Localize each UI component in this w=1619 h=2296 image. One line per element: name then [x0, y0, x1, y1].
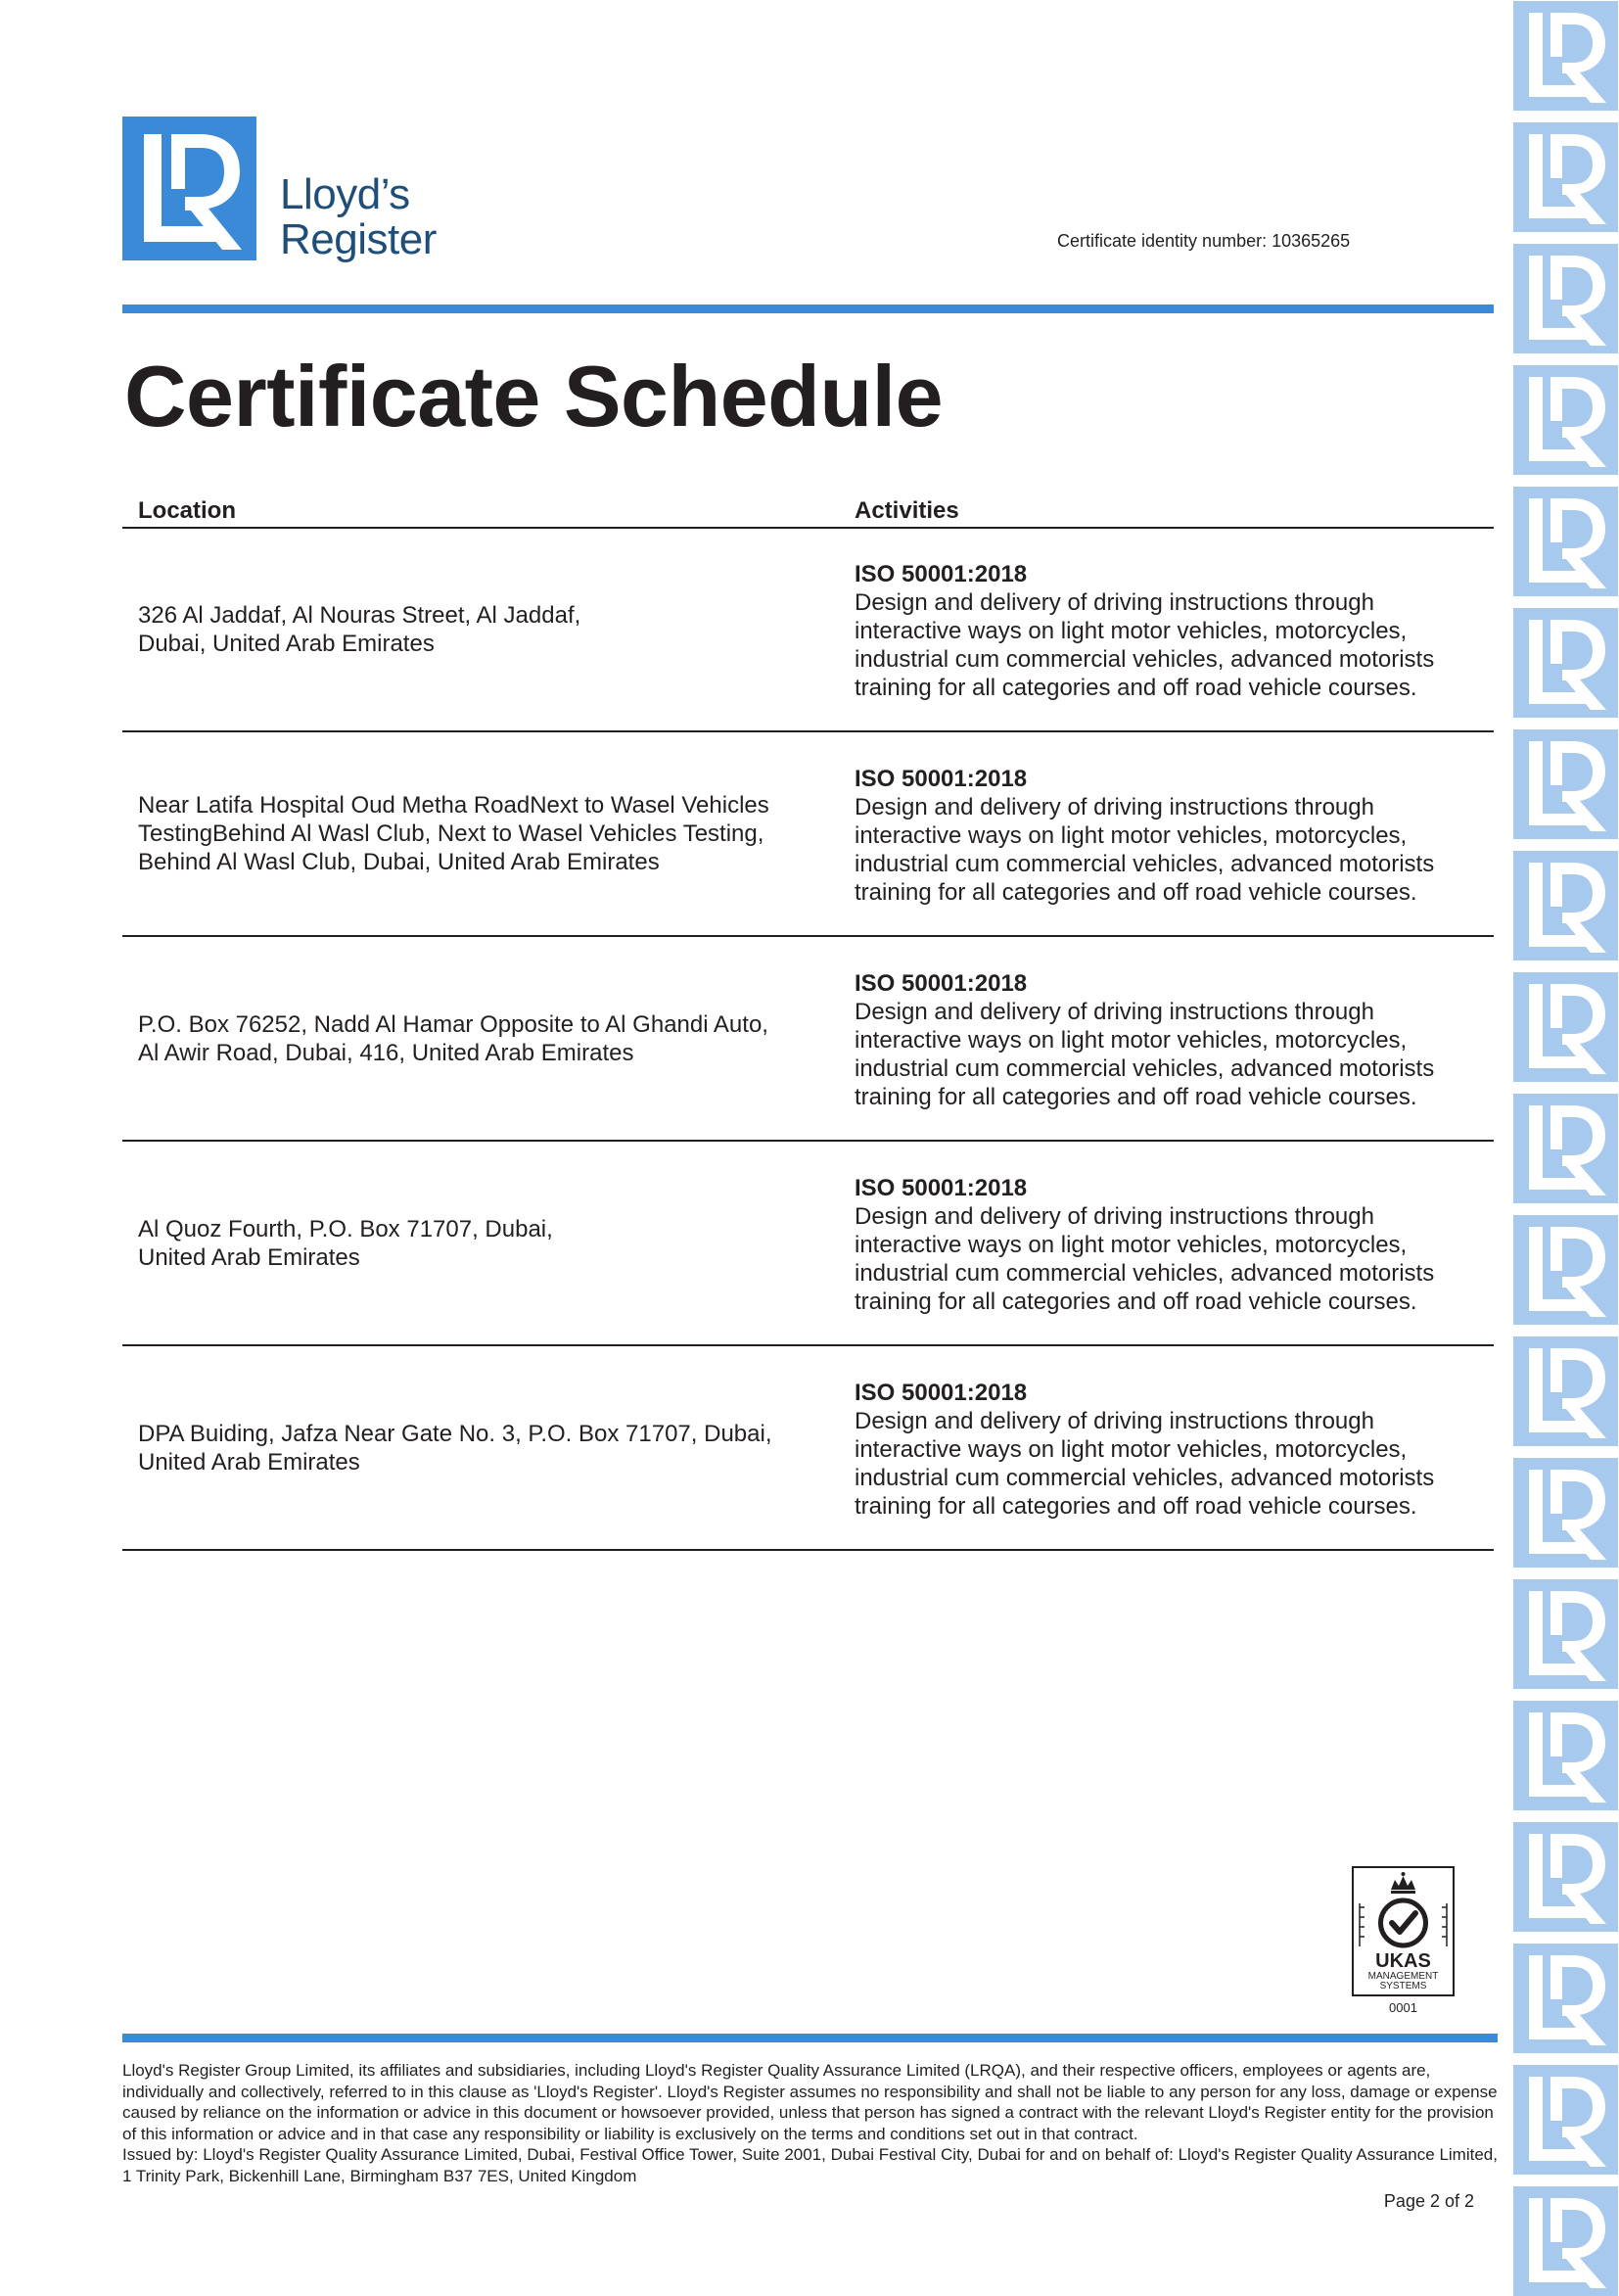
lr-logo-icon — [122, 117, 256, 260]
lr-tile-icon — [1513, 608, 1618, 718]
lr-tile-icon — [1513, 851, 1618, 961]
lr-tile-icon — [1513, 1701, 1618, 1810]
wordmark-line2: Register — [280, 215, 437, 263]
standard-label: ISO 50001:2018 — [855, 970, 1028, 997]
location-cell — [138, 1142, 823, 1344]
table-row — [122, 937, 1494, 1142]
location-cell — [138, 732, 823, 935]
disclaimer-text: Lloyd's Register Group Limited, its affiliates and subsidiaries, including Lloyd's Register Quality Assurance Limited (LRQA), and their respective officers, employees or agents are, individually and collectively, referred to in this clause as 'Lloyd's Register'. Lloyd's Register assumes no responsibility and shall not be liable to any person for any loss, damage or expense caused by reliance on the information or advice in this document or howsoever provided, unless that person has signed a contract with the relevant Lloyd's Register entity for the provision of this information or advice and in that case any responsibility or liability is exclusively on the terms and conditions set out in that contract. — [122, 2061, 1498, 2143]
header-divider — [122, 305, 1494, 313]
decorative-lr-strip — [1507, 0, 1619, 2290]
location-text: DPA Buiding, Jafza Near Gate No. 3, P.O. Box 71707, Dubai, United Arab Emirates — [138, 1420, 772, 1476]
lr-tile-icon — [1513, 1094, 1618, 1203]
page-title: Certificate Schedule — [124, 348, 944, 445]
table-row — [122, 1142, 1494, 1346]
certificate-identity-number: Certificate identity number: 10365265 — [1057, 231, 1351, 251]
standard-label: ISO 50001:2018 — [855, 1380, 1028, 1406]
lr-tile-icon — [1513, 1458, 1618, 1568]
activity-text: Design and delivery of driving instructions through interactive ways on light motor vehicles, motorcycles, industrial cum commercial vehicles, advanced motorists training for all categories and off road vehicle courses. — [855, 794, 1435, 906]
standard-label: ISO 50001:2018 — [855, 561, 1028, 587]
location-text: Al Quoz Fourth, P.O. Box 71707, Dubai, United Arab Emirates — [138, 1215, 553, 1271]
lr-tile-icon — [1513, 1822, 1618, 1932]
activities-cell — [855, 765, 1491, 907]
lr-tile-icon — [1513, 1944, 1618, 2053]
column-header-activities: Activities — [855, 497, 959, 524]
table-header — [122, 493, 1494, 529]
ukas-sublabel-management: MANAGEMENT — [1367, 1971, 1439, 1982]
lr-tile-icon — [1513, 1579, 1618, 1689]
activities-cell — [855, 1379, 1491, 1521]
activity-text: Design and delivery of driving instructions through interactive ways on light motor vehicles, motorcycles, industrial cum commercial vehicles, advanced motorists training for all categories and off road vehicle courses. — [855, 1203, 1435, 1315]
location-text: 326 Al Jaddaf, Al Nouras Street, Al Jaddaf, Dubai, United Arab Emirates — [138, 602, 581, 657]
page-number: Page 2 of 2 — [1383, 2191, 1474, 2211]
location-cell — [138, 529, 823, 730]
issued-by-text: Issued by: Lloyd's Register Quality Assurance Limited, Dubai, Festival Office Tower, Suite 2001, Dubai Festival City, Dubai for and on behalf of: Lloyd's Register Quality Assurance Limited, 1 Trinity Park, Bickenhill Lane, Birmingham B37 7ES, United Kingdom — [122, 2145, 1498, 2185]
schedule-table — [122, 493, 1494, 1551]
ukas-label: UKAS — [1375, 1950, 1431, 1972]
location-text: Near Latifa Hospital Oud Metha RoadNext to Wasel Vehicles TestingBehind Al Wasl Club, Next to Wasel Vehicles Testing, Behind Al Wasl Club, Dubai, United Arab Emirates — [138, 792, 769, 875]
standard-label: ISO 50001:2018 — [855, 1175, 1028, 1201]
lr-tile-icon — [1513, 729, 1618, 839]
checkmark-icon — [1381, 1900, 1426, 1945]
lr-tile-icon — [1513, 972, 1618, 1082]
lr-tile-icon — [1513, 1215, 1618, 1325]
activities-cell — [855, 1174, 1491, 1316]
table-row — [122, 732, 1494, 937]
lloyds-register-wordmark — [280, 172, 437, 262]
lr-tile-icon — [1513, 2186, 1618, 2296]
ukas-accreditation-mark — [1352, 1866, 1455, 1996]
location-cell — [138, 937, 823, 1140]
lr-tile-icon — [1513, 244, 1618, 353]
footer-divider — [122, 2034, 1498, 2042]
lr-tile-icon — [1513, 365, 1618, 475]
activity-text: Design and delivery of driving instructions through interactive ways on light motor vehicles, motorcycles, industrial cum commercial vehicles, advanced motorists training for all categories and off road vehicle courses. — [855, 999, 1435, 1110]
table-row — [122, 1346, 1494, 1551]
activities-cell — [855, 560, 1491, 702]
location-cell — [138, 1346, 823, 1549]
ukas-sublabel-systems: SYSTEMS — [1379, 1981, 1427, 1991]
activity-text: Design and delivery of driving instructions through interactive ways on light motor vehicles, motorcycles, industrial cum commercial vehicles, advanced motorists training for all categories and off road vehicle courses. — [855, 589, 1435, 701]
lr-tile-icon — [1513, 1, 1618, 111]
location-text: P.O. Box 76252, Nadd Al Hamar Opposite to Al Ghandi Auto, Al Awir Road, Dubai, 416, United Arab Emirates — [138, 1010, 768, 1066]
table-row — [122, 529, 1494, 732]
wordmark-line1: Lloyd’s — [280, 170, 410, 218]
footer-disclaimer — [122, 2060, 1498, 2186]
standard-label: ISO 50001:2018 — [855, 766, 1028, 792]
lr-tile-icon — [1513, 487, 1618, 596]
crown-icon — [1391, 1872, 1415, 1894]
activity-text: Design and delivery of driving instructions through interactive ways on light motor vehicles, motorcycles, industrial cum commercial vehicles, advanced motorists training for all categories and off road vehicle courses. — [855, 1408, 1435, 1520]
column-header-location: Location — [138, 497, 236, 524]
lr-tile-icon — [1513, 2065, 1618, 2175]
lr-tile-icon — [1513, 122, 1618, 232]
activities-cell — [855, 969, 1491, 1111]
ukas-number: 0001 — [1389, 2000, 1417, 2015]
lr-tile-icon — [1513, 1336, 1618, 1446]
